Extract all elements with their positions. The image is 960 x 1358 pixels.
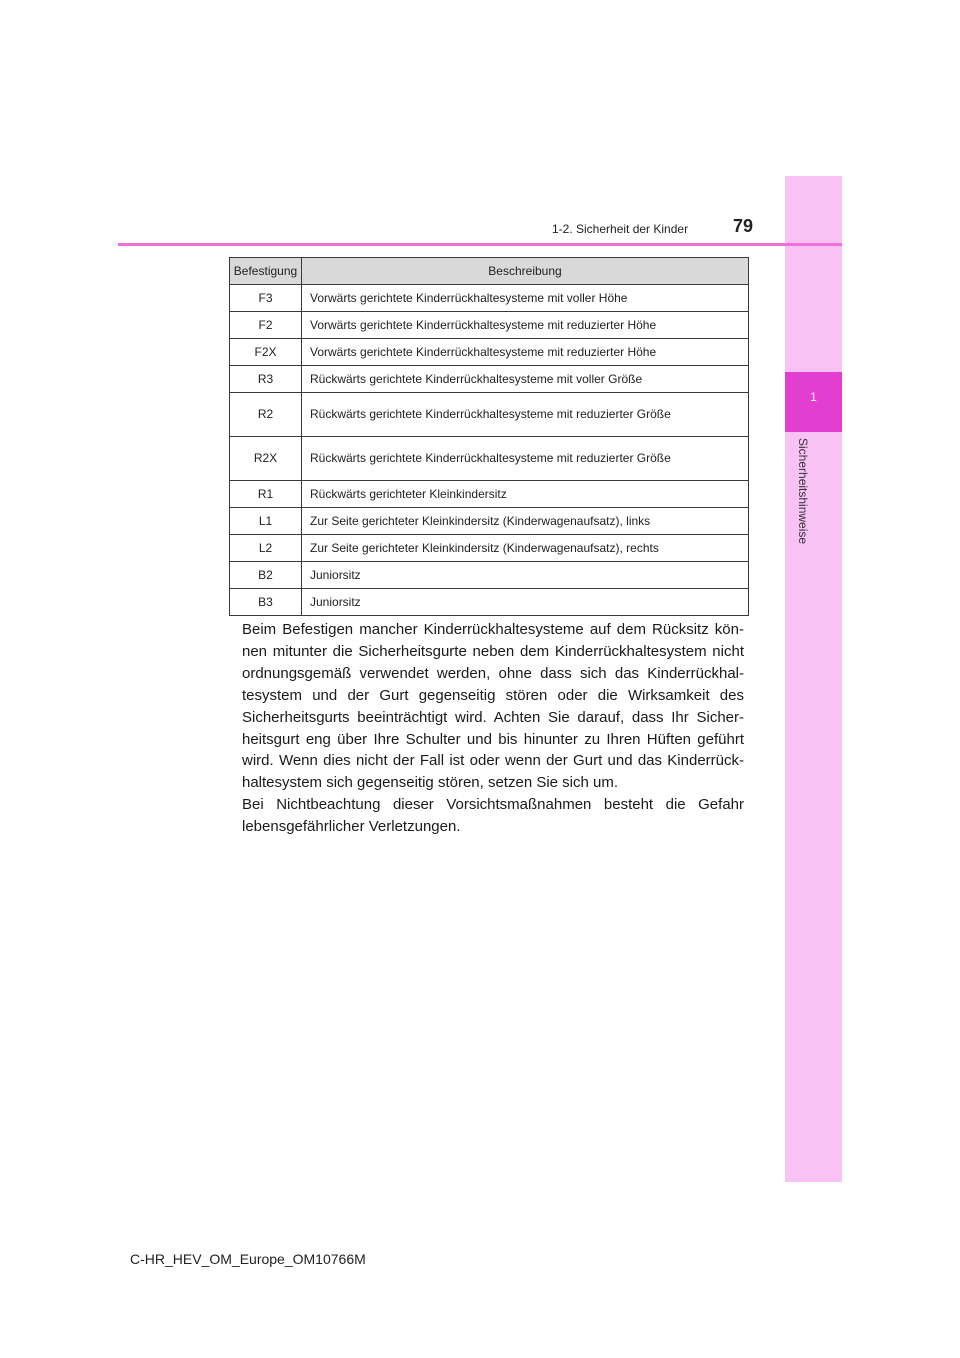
table-row	[230, 285, 749, 312]
row-code: R2X	[230, 437, 302, 481]
row-description: Zur Seite gerichteter Kleinkindersitz (Kinderwagenaufsatz), rechts	[302, 535, 749, 562]
warning-consequence-paragraph: Bei Nichtbeachtung dieser Vorsichtsmaßnahmen besteht die Gefahr lebensgefährlicher Verletzungen.	[242, 796, 744, 836]
row-description: Vorwärts gerichtete Kinderrückhaltesysteme mit reduzierter Höhe	[302, 339, 749, 366]
table-row	[230, 393, 749, 437]
row-code: L2	[230, 535, 302, 562]
row-description: Rückwärts gerichtete Kinderrückhaltesysteme mit reduzierter Größe	[302, 393, 749, 437]
warning-paragraph: Beim Befestigen mancher Kinderrückhaltesysteme auf dem Rücksitz kön- nen mitunter die Sicherheitsgurte neben dem Kinderrückhaltesystem nicht ordnungsgemäß verwendet werden, ohne dass sich das Kinderrückhal- tesystem und der Gurt gegenseitig stören oder die Wirksamkeit des Sicherheitsgurts beeinträchtigt wird. Achten Sie darauf, dass Ihr Sicher- heitsgurt eng über Ihre Schulter und bis hinunter zu Ihren Hüften geführt wird. Wenn dies nicht der Fall ist oder wenn der Gurt und das Kinderrück- haltesystem sich gegenseitig stören, setzen Sie sich um.	[242, 621, 744, 792]
chapter-title: Sicherheitshinweise	[796, 438, 810, 545]
section-title: 1-2. Sicherheit der Kinder	[552, 222, 689, 236]
table-row	[230, 508, 749, 535]
row-description: Vorwärts gerichtete Kinderrückhaltesysteme mit voller Höhe	[302, 285, 749, 312]
column-header-befestigung: Befestigung	[230, 258, 302, 285]
table-row	[230, 312, 749, 339]
row-code: R3	[230, 366, 302, 393]
table-row	[230, 437, 749, 481]
row-description: Rückwärts gerichtete Kinderrückhaltesysteme mit reduzierter Größe	[302, 437, 749, 481]
row-code: F2	[230, 312, 302, 339]
table-header-row	[230, 258, 749, 285]
column-header-beschreibung: Beschreibung	[302, 258, 749, 285]
table-row	[230, 481, 749, 508]
row-code: F2X	[230, 339, 302, 366]
chapter-number: 1	[810, 390, 817, 404]
fixture-table	[229, 257, 749, 616]
document-id: C-HR_HEV_OM_Europe_OM10766M	[130, 1251, 366, 1267]
row-code: B3	[230, 589, 302, 616]
row-code: F3	[230, 285, 302, 312]
table-row	[230, 562, 749, 589]
row-description: Zur Seite gerichteter Kleinkindersitz (Kinderwagenaufsatz), links	[302, 508, 749, 535]
warning-text	[242, 619, 744, 838]
row-description: Rückwärts gerichteter Kleinkindersitz	[302, 481, 749, 508]
row-description: Rückwärts gerichtete Kinderrückhaltesysteme mit voller Größe	[302, 366, 749, 393]
row-description: Juniorsitz	[302, 562, 749, 589]
row-code: L1	[230, 508, 302, 535]
header-rule	[118, 243, 842, 246]
page-number: 79	[733, 216, 754, 236]
row-code: R2	[230, 393, 302, 437]
table-row	[230, 366, 749, 393]
table-row	[230, 589, 749, 616]
row-code: B2	[230, 562, 302, 589]
table-row	[230, 339, 749, 366]
row-code: R1	[230, 481, 302, 508]
row-description: Juniorsitz	[302, 589, 749, 616]
chapter-side-tab	[785, 176, 842, 1182]
table-row	[230, 535, 749, 562]
row-description: Vorwärts gerichtete Kinderrückhaltesysteme mit reduzierter Höhe	[302, 312, 749, 339]
